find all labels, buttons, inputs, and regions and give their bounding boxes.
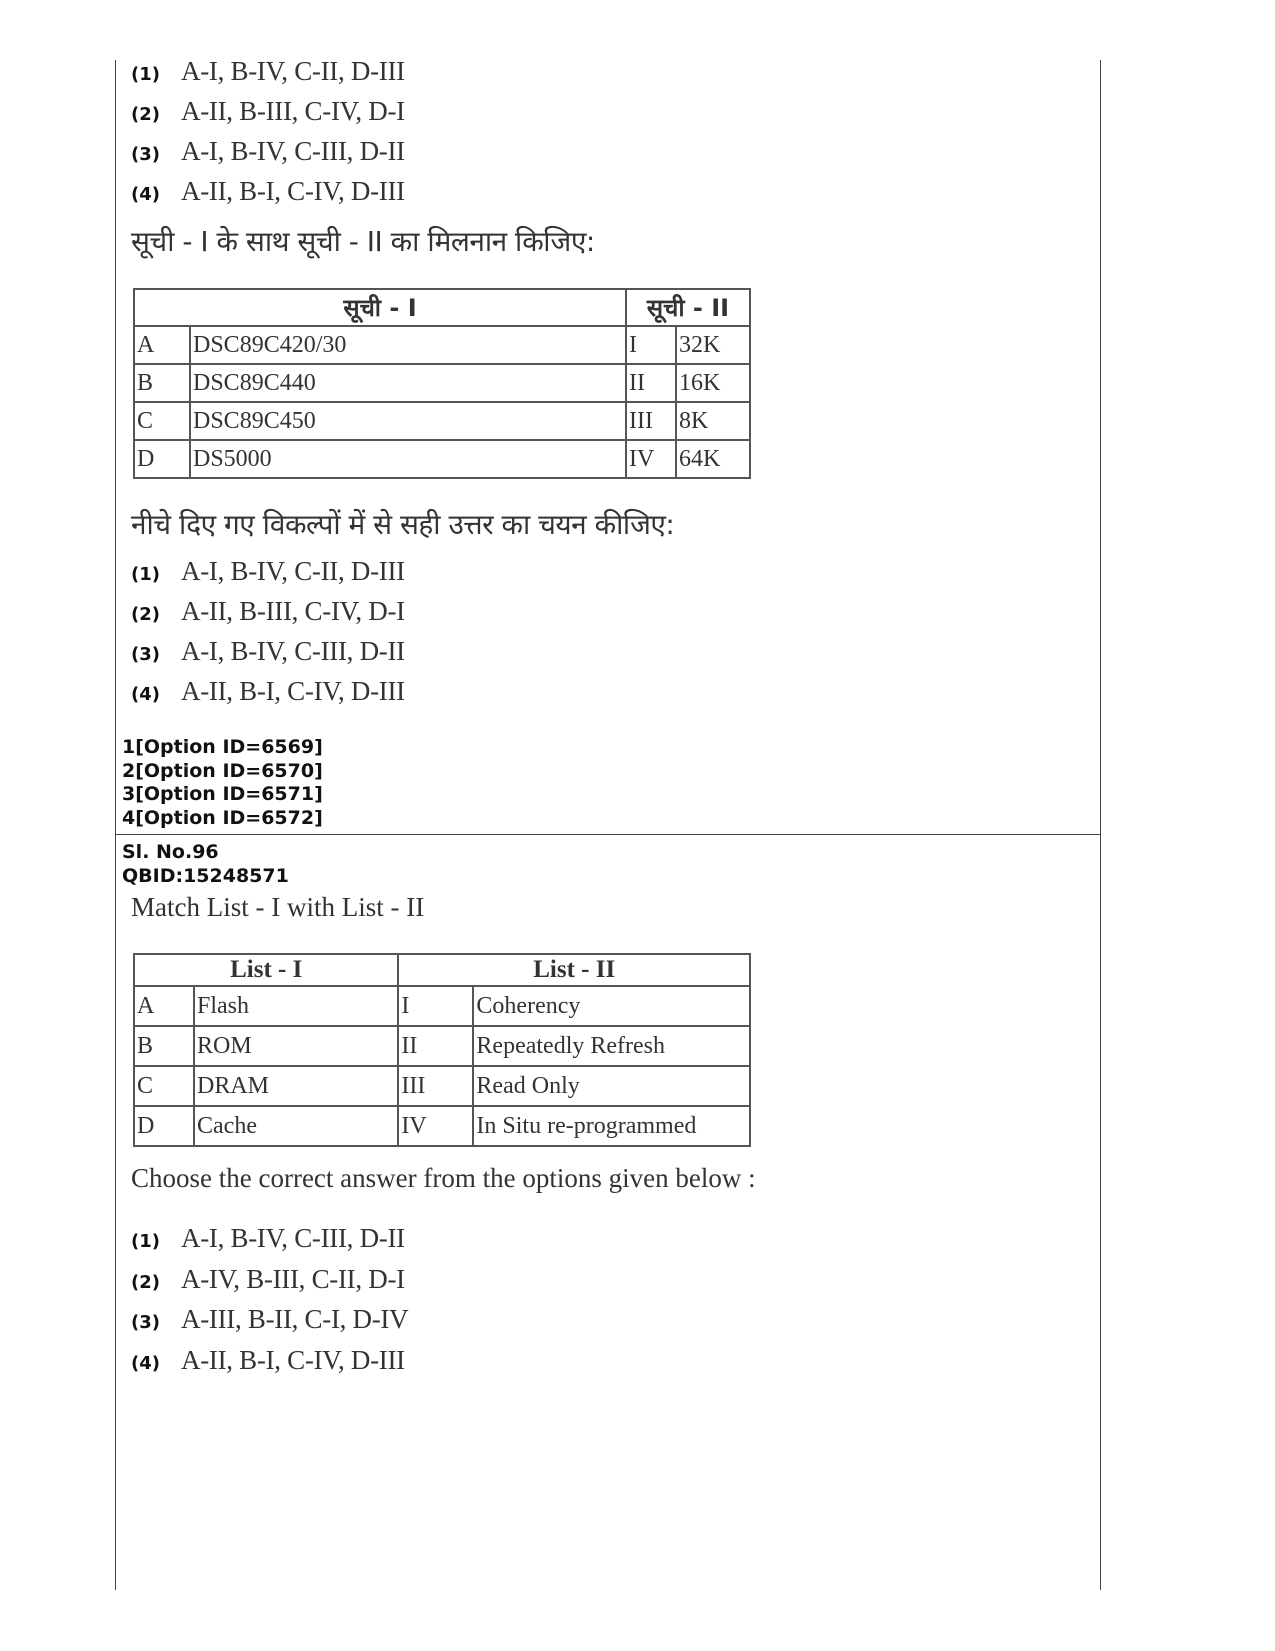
table-row [134, 1026, 750, 1066]
option-4 [131, 1345, 405, 1377]
option-text: A-I, B-IV, C-III, D-II [181, 1223, 405, 1253]
option-text: A-I, B-IV, C-III, D-II [181, 136, 405, 166]
cell-letter: C [134, 402, 190, 440]
option-id: 2[Option ID=6570] [122, 759, 323, 782]
cell-value: Coherency [473, 986, 750, 1026]
cell-value: Repeatedly Refresh [473, 1026, 750, 1066]
option-number: (2) [131, 604, 160, 625]
table-row [134, 986, 750, 1026]
cell-item: DSC89C420/30 [190, 326, 626, 364]
option-id: 1[Option ID=6569] [122, 736, 323, 758]
cell-item: DSC89C440 [190, 364, 626, 402]
option-text: A-II, B-I, C-IV, D-III [181, 676, 405, 706]
option-text: A-III, B-II, C-I, D-IV [181, 1304, 409, 1334]
cell-roman: III [626, 402, 676, 440]
option-2 [131, 596, 405, 628]
cell-item: DRAM [194, 1066, 398, 1106]
match-table [133, 953, 751, 1147]
option-number: (2) [131, 104, 160, 125]
option-text: A-I, B-IV, C-III, D-II [181, 636, 405, 666]
cell-value: In Situ re-programmed [473, 1106, 750, 1146]
cell-value: 32K [676, 326, 750, 364]
table-row [134, 1106, 750, 1146]
cell-roman: III [398, 1066, 473, 1106]
option-text: A-II, B-III, C-IV, D-I [181, 96, 405, 126]
hindi-choose-instruction: नीचे दिए गए विकल्पों में से सही उत्तर का चयन कीजिए: [131, 508, 675, 541]
option-text: A-II, B-I, C-IV, D-III [181, 176, 405, 206]
option-id-list [122, 736, 323, 830]
cell-roman: IV [626, 440, 676, 478]
option-1 [131, 56, 405, 88]
option-number: (3) [131, 144, 160, 165]
table-row [134, 440, 750, 478]
cell-roman: II [398, 1026, 473, 1066]
table-row [134, 364, 750, 402]
table-header-list1: List - I [134, 954, 398, 986]
left-border-line [115, 60, 116, 1590]
option-1 [131, 556, 405, 588]
option-3 [131, 136, 405, 168]
cell-value: 8K [676, 402, 750, 440]
cell-roman: I [398, 986, 473, 1026]
cell-letter: C [134, 1066, 194, 1106]
cell-value: 64K [676, 440, 750, 478]
right-border-line [1100, 60, 1101, 1590]
cell-letter: A [134, 986, 194, 1026]
cell-letter: B [134, 364, 190, 402]
table-header-list2: List - II [398, 954, 750, 986]
option-text: A-I, B-IV, C-II, D-III [181, 556, 405, 586]
option-number: (1) [131, 564, 160, 585]
serial-number: Sl. No.96 [122, 841, 219, 863]
option-number: (3) [131, 1312, 160, 1333]
option-4 [131, 176, 405, 208]
table-row [134, 402, 750, 440]
cell-letter: A [134, 326, 190, 364]
cell-roman: IV [398, 1106, 473, 1146]
cell-letter: D [134, 440, 190, 478]
option-number: (1) [131, 1231, 160, 1252]
hindi-question: सूची - I के साथ सूची - II का मिलनान किजिए: [131, 225, 595, 258]
hindi-match-table [133, 288, 751, 479]
table-row [134, 326, 750, 364]
question-meta [122, 841, 289, 888]
cell-item: DS5000 [190, 440, 626, 478]
cell-letter: D [134, 1106, 194, 1146]
option-number: (2) [131, 1272, 160, 1293]
table-header-list2: सूची - II [626, 289, 750, 326]
cell-roman: II [626, 364, 676, 402]
option-id: 4[Option ID=6572] [122, 806, 323, 829]
cell-item: DSC89C450 [190, 402, 626, 440]
question-separator [115, 834, 1101, 835]
option-number: (3) [131, 644, 160, 665]
question-text: Match List - I with List - II [131, 892, 425, 922]
option-text: A-II, B-III, C-IV, D-I [181, 596, 405, 626]
option-number: (1) [131, 64, 160, 85]
table-header-list1: सूची - I [134, 289, 626, 326]
option-2 [131, 96, 405, 128]
option-number: (4) [131, 1353, 160, 1374]
cell-value: Read Only [473, 1066, 750, 1106]
cell-item: ROM [194, 1026, 398, 1066]
option-text: A-IV, B-III, C-II, D-I [181, 1264, 405, 1294]
cell-item: Flash [194, 986, 398, 1026]
cell-letter: B [134, 1026, 194, 1066]
option-id: 3[Option ID=6571] [122, 783, 323, 805]
choose-instruction: Choose the correct answer from the options given below : [131, 1163, 756, 1193]
option-text: A-I, B-IV, C-II, D-III [181, 56, 405, 86]
qbid: QBID:15248571 [122, 864, 289, 887]
option-4 [131, 676, 405, 708]
option-3 [131, 1304, 408, 1336]
cell-value: 16K [676, 364, 750, 402]
option-number: (4) [131, 684, 160, 705]
cell-item: Cache [194, 1106, 398, 1146]
table-row [134, 1066, 750, 1106]
option-2 [131, 1264, 405, 1296]
option-number: (4) [131, 184, 160, 205]
option-3 [131, 636, 405, 668]
option-1 [131, 1223, 405, 1255]
option-text: A-II, B-I, C-IV, D-III [181, 1345, 405, 1375]
cell-roman: I [626, 326, 676, 364]
